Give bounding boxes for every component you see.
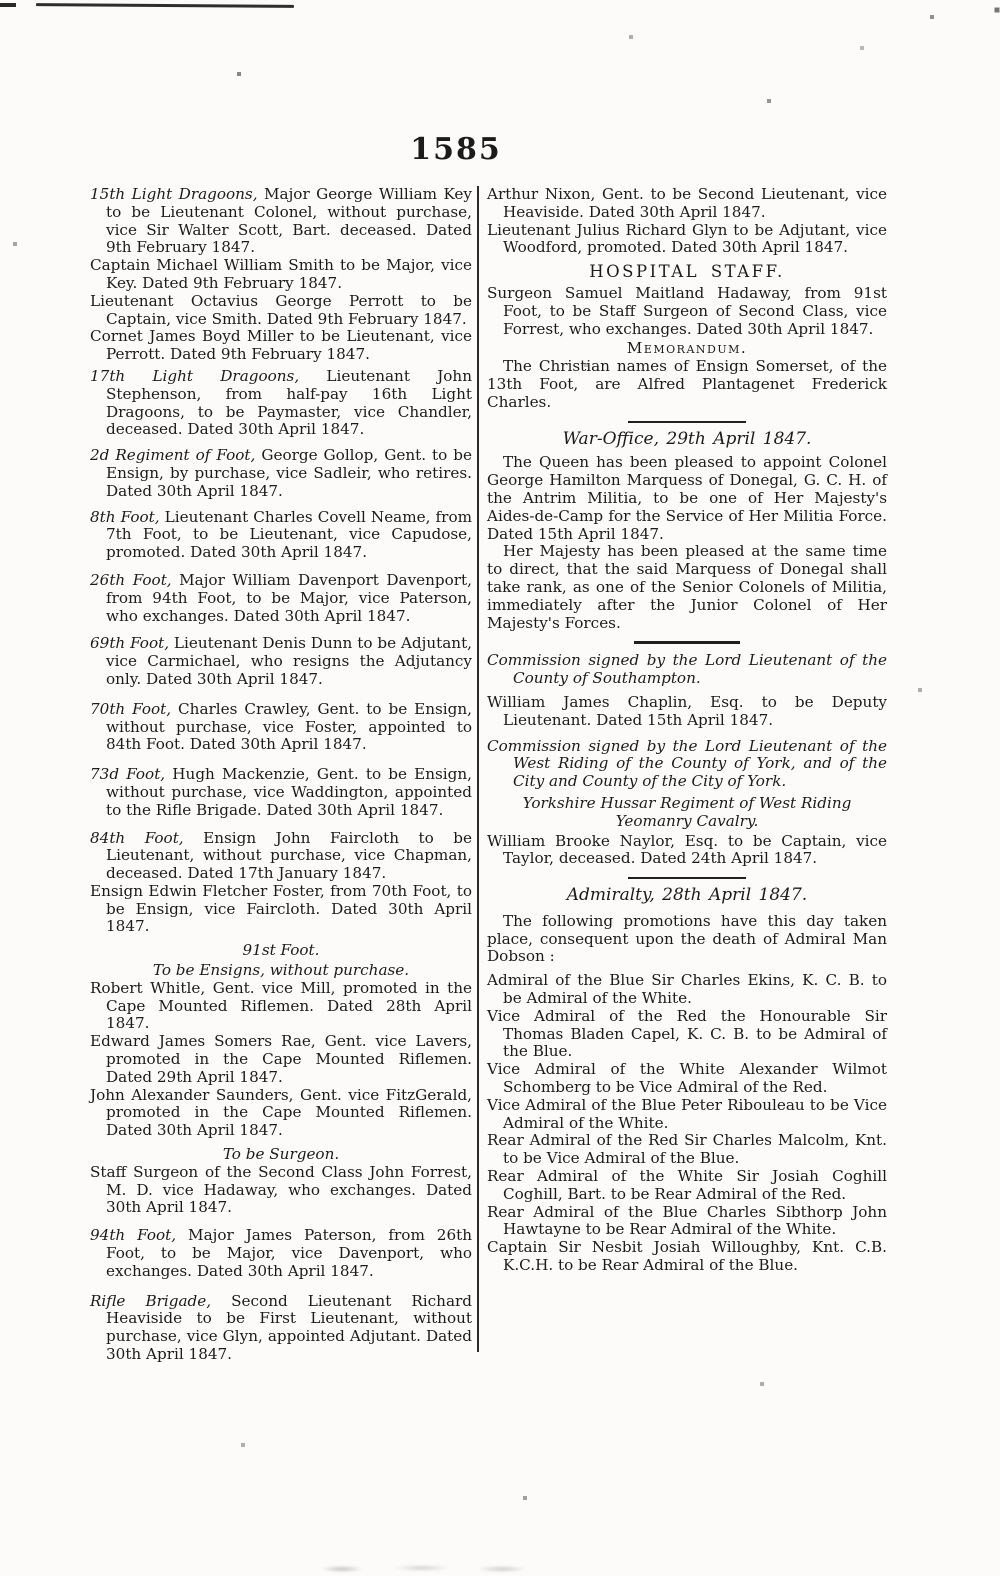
section-heading-hospital-staff: HOSPITAL STAFF. xyxy=(589,262,785,282)
entry-text: Major William Davenport Davenport, from 94th Foot, to be Major, vice Paterson, who exchanges. Dated 30th April 1847. xyxy=(106,570,472,625)
regiment-name: 84th Foot, xyxy=(90,828,184,847)
appointment-entry: Vice Admiral of the Red the Honourable Sir Thomas Bladen Capel, K. C. B. to be Admiral of the Blue. xyxy=(487,1006,887,1061)
appointment-entry: William James Chaplin, Esq. to be Deputy Lieutenant. Dated 15th April 1847. xyxy=(487,692,887,729)
appointment-entry xyxy=(90,766,472,819)
appointment-entry xyxy=(90,572,472,625)
appointment-entry: Captain Sir Nesbit Josiah Willoughby, Knt. C.B. K.C.H. to be Rear Admiral of the Blue. xyxy=(487,1238,887,1275)
entry-text: Lieutenant Denis Dunn to be Adjutant, vice Carmichael, who resigns the Adjutancy only. Dated 30th April 1847. xyxy=(106,634,472,688)
page-number: 1585 xyxy=(410,132,502,167)
appointment-entry: Edward James Somers Rae, Gent. vice Lavers, promoted in the Cape Mounted Riflemen. Dated 29th April 1847. xyxy=(90,1032,472,1086)
scan-artifact-top-edge xyxy=(0,3,16,7)
appointment-entry xyxy=(90,701,472,754)
appointment-entry: William Brooke Naylor, Esq. to be Captain, vice Taylor, deceased. Dated 24th April 1847. xyxy=(487,831,887,868)
sub-heading-to-be-ensigns: To be Ensigns, without purchase. xyxy=(152,961,410,980)
appointment-entry: Staff Surgeon of the Second Class John Forrest, M. D. vice Hadaway, who exchanges. Dated 30th April 1847. xyxy=(90,1162,472,1217)
entry-text: George Gollop, Gent. to be Ensign, by purchase, vice Sadleir, who retires. Dated 30th April 1847. xyxy=(106,446,472,500)
regiment-name: 70th Foot, xyxy=(90,699,172,718)
appointment-entry: Rear Admiral of the Red Sir Charles Malcolm, Knt. to be Vice Admiral of the Blue. xyxy=(487,1131,887,1168)
appointment-entry xyxy=(90,368,472,439)
appointment-entry: Rear Admiral of the White Sir Josiah Coghill Coghill, Bart. to be Rear Admiral of the Red. xyxy=(487,1167,887,1203)
appointment-entry: Lieutenant Julius Richard Glyn to be Adjutant, vice Woodford, promoted. Dated 30th April 1847. xyxy=(487,220,887,257)
entry-text: Major James Paterson, from 26th Foot, to be Major, vice Davenport, who exchanges. Dated 30th April 1847. xyxy=(106,1226,473,1280)
appointment-entry xyxy=(90,635,472,688)
entry-text: Charles Crawley, Gent. to be Ensign, without purchase, vice Foster, appointed to 84th Foot. Dated 30th April 1847. xyxy=(106,699,472,754)
scan-noise-specks xyxy=(0,0,2,2)
regiment-name: 15th Light Dragoons, xyxy=(90,185,258,203)
war-office-heading: War-Office, 29th April 1847. xyxy=(562,428,812,449)
column-divider-rule xyxy=(477,186,479,1352)
appointment-entry: Arthur Nixon, Gent. to be Second Lieutenant, vice Heaviside. Dated 30th April 1847. xyxy=(487,185,887,221)
regiment-name: 2d Regiment of Foot, xyxy=(90,446,256,465)
entry-text: Lieutenant John Stephenson, from half-pay 16th Light Dragoons, to be Paymaster, vice Chandler, deceased. Dated 30th April 1847. xyxy=(106,366,472,439)
appointment-entry xyxy=(90,447,472,500)
appointment-entry: Lieutenant Octavius George Perrott to be Captain, vice Smith. Dated 9th February 1847. xyxy=(90,291,472,328)
scan-artifact-top xyxy=(36,3,294,7)
appointment-entry xyxy=(90,186,472,257)
appointment-entry xyxy=(90,1227,472,1280)
appointment-entry: Admiral of the Blue Sir Charles Ekins, K. C. B. to be Admiral of the White. xyxy=(487,971,887,1008)
paragraph: The Queen has been pleased to appoint Colonel George Hamilton Marquess of Donegal, G. C. H. of the Antrim Militia, to be one of Her Majesty's Aides-de-Camp for the Service of Her Militia Force. Dated 15th April 1847. xyxy=(487,453,887,543)
appointment-entry xyxy=(90,1293,472,1364)
admiralty-heading: Admiralty, 28th April 1847. xyxy=(566,885,808,906)
sub-heading-to-be-surgeon: To be Surgeon. xyxy=(222,1145,340,1164)
entry-text: Lieutenant Charles Covell Neame, from 7th Foot, to be Lieutenant, vice Capudose, promoted. Dated 30th April 1847. xyxy=(106,507,472,562)
regiment-name: Rifle Brigade, xyxy=(90,1291,212,1310)
paragraph: Her Majesty has been pleased at the same time to direct, that the said Marquess of Donegal shall take rank, as one of the Senior Colonels of Militia, immediately after the Junior Colonel of Her Majesty's Forces. xyxy=(487,542,887,632)
regiment-name: 69th Foot, xyxy=(90,634,170,653)
appointment-entry xyxy=(90,509,472,562)
regiment-name: 26th Foot, xyxy=(90,570,172,589)
section-heading-91st-foot: 91st Foot. xyxy=(242,941,320,960)
appointment-entry: Robert Whitle, Gent. vice Mill, promoted in the Cape Mounted Riflemen. Dated 28th April 1847. xyxy=(90,978,472,1033)
separator-rule xyxy=(628,421,746,423)
entry-text: Major George William Key to be Lieutenant Colonel, without purchase, vice Sir Walter Scott, Bart. deceased. Dated 9th February 1847. xyxy=(106,185,472,257)
commission-heading-york: Commission signed by the Lord Lieutenant of the West Riding of the County of York, and of the City and County of the City of York. xyxy=(487,736,887,791)
scan-artifact-bottom xyxy=(312,1560,538,1574)
regiment-name: 73d Foot, xyxy=(90,765,166,784)
regiment-name: 17th Light Dragoons, xyxy=(90,366,300,385)
entry-text: Hugh Mackenzie, Gent. to be Ensign, without purchase, vice Waddington, appointed to the Rifle Brigade. Dated 30th April 1847. xyxy=(106,765,472,819)
appointment-entry: John Alexander Saunders, Gent. vice FitzGerald, promoted in the Cape Mounted Riflemen. Dated 30th April 1847. xyxy=(90,1085,472,1140)
appointment-entry: Vice Admiral of the Blue Peter Ribouleau to be Vice Admiral of the White. xyxy=(487,1095,887,1132)
entry-text: Ensign John Faircloth to be Lieutenant, without purchase, vice Chapman, deceased. Dated 17th January 1847. xyxy=(106,828,472,883)
entry-text: Second Lieutenant Richard Heaviside to be First Lieutenant, without purchase, vice Glyn, appointed Adjutant. Dated 30th April 1847. xyxy=(106,1291,472,1364)
right-column xyxy=(487,186,887,1275)
regiment-name: 8th Foot, xyxy=(90,507,160,526)
appointment-entry: Surgeon Samuel Maitland Hadaway, from 91st Foot, to be Staff Surgeon of Second Class, vice Forrest, who exchanges. Dated 30th April 1847. xyxy=(487,283,887,338)
memorandum-heading: Memorandum. xyxy=(626,339,748,358)
appointment-entry xyxy=(90,830,472,883)
paragraph: The following promotions have this day taken place, consequent upon the death of Admiral Man Dobson : xyxy=(487,911,887,966)
appointment-entry: Cornet James Boyd Miller to be Lieutenant, vice Perrott. Dated 9th February 1847. xyxy=(90,327,472,364)
regiment-name: 94th Foot, xyxy=(90,1226,177,1245)
separator-rule xyxy=(628,877,746,879)
appointment-entry: Ensign Edwin Fletcher Foster, from 70th Foot, to be Ensign, vice Faircloth. Dated 30th April 1847. xyxy=(90,881,472,936)
regiment-heading-yorkshire-hussar: Yorkshire Hussar Regiment of West Riding Yeomanry Cavalry. xyxy=(522,793,852,830)
commission-heading-southampton: Commission signed by the Lord Lieutenant of the County of Southampton. xyxy=(487,651,887,688)
appointment-entry: Rear Admiral of the Blue Charles Sibthorp John Hawtayne to be Rear Admiral of the White. xyxy=(487,1202,887,1239)
appointment-entry: Vice Admiral of the White Alexander Wilmot Schomberg to be Vice Admiral of the Red. xyxy=(487,1060,887,1097)
appointment-entry: Captain Michael William Smith to be Major, vice Key. Dated 9th February 1847. xyxy=(90,256,472,292)
left-column xyxy=(90,186,472,1364)
separator-rule xyxy=(634,641,740,644)
memorandum-paragraph: The Christian names of Ensign Somerset, of the 13th Foot, are Alfred Plantagenet Frederick Charles. xyxy=(487,357,887,411)
